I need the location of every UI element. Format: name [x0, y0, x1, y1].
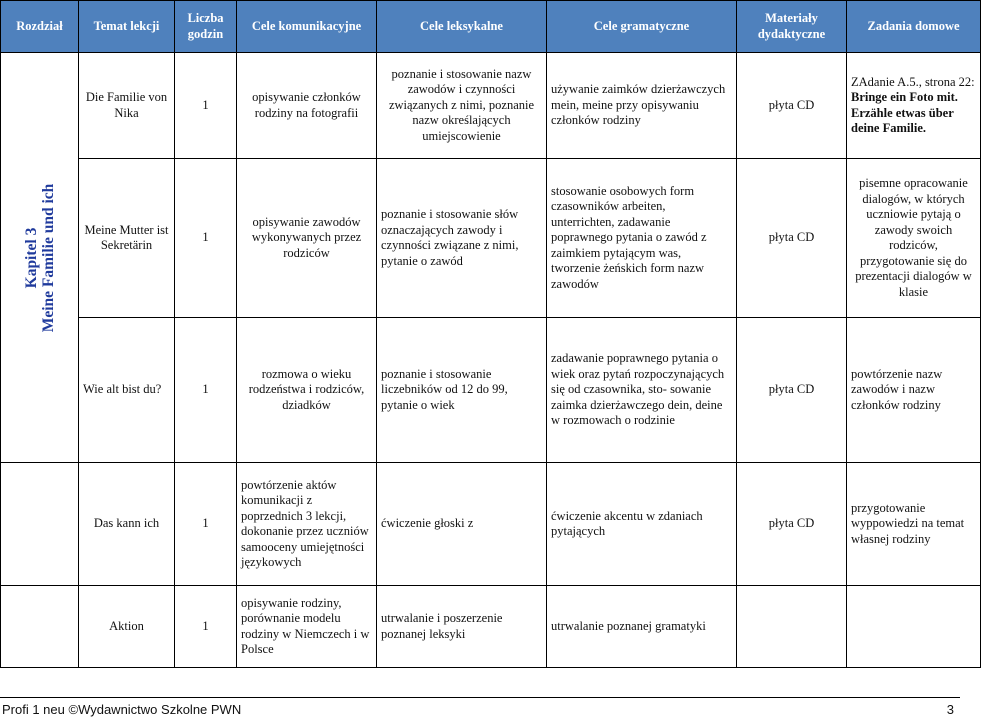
- communicative-cell: opisywanie zawodów wykonywanych przez rodziców: [237, 159, 377, 318]
- grammatical-cell: ćwiczenie akcentu w zdaniach pytających: [547, 463, 737, 586]
- hours-cell: 1: [175, 463, 237, 586]
- header-communicative: Cele komunikacyjne: [237, 1, 377, 53]
- table-row: [1, 586, 981, 668]
- communicative-cell: opisywanie członków rodziny na fotografii: [237, 53, 377, 159]
- materials-cell: płyta CD: [737, 463, 847, 586]
- header-grammatical: Cele gramatyczne: [547, 1, 737, 53]
- homework-cell: pisemne opracowanie dialogów, w których uczniowie pytają o zawody swoich rodziców, przygotowanie się do prezentacji dialogów w klasie: [847, 159, 981, 318]
- page-number: 3: [946, 702, 954, 717]
- grammatical-cell: zadawanie poprawnego pytania o wiek oraz pytań rozpoczynających się od czasownika, sto- sowanie zaimka dzierżawczego dein, deine w rozmowach o rodzinie: [547, 318, 737, 463]
- homework-task-text: Bringe ein Foto mit. Erzähle etwas über deine Familie.: [851, 90, 958, 135]
- chapter-number: Kapitel 3: [22, 227, 40, 288]
- topic-cell: Aktion: [79, 586, 175, 668]
- materials-cell: płyta CD: [737, 318, 847, 463]
- header-materials: Materiały dydaktyczne: [737, 1, 847, 53]
- lexical-cell: poznanie i stosowanie słów oznaczających zawody i czynności związane z nimi, pytanie o zawód: [377, 159, 547, 318]
- materials-cell: [737, 586, 847, 668]
- hours-cell: 1: [175, 586, 237, 668]
- table-row: [1, 318, 981, 463]
- table-row: [1, 53, 981, 159]
- grammatical-cell: używanie zaimków dzierżawczych mein, meine przy opisywaniu członków rodziny: [547, 53, 737, 159]
- chapter-title: Meine Familie und ich: [39, 183, 57, 332]
- header-lexical: Cele leksykalne: [377, 1, 547, 53]
- materials-cell: płyta CD: [737, 53, 847, 159]
- hours-cell: 1: [175, 318, 237, 463]
- header-row: [1, 1, 981, 53]
- topic-cell: Meine Mutter ist Sekretärin: [79, 159, 175, 318]
- topic-cell: Wie alt bist du?: [79, 318, 175, 463]
- chapter-cell-empty: [1, 586, 79, 668]
- table-row: [1, 463, 981, 586]
- homework-cell: [847, 586, 981, 668]
- chapter-label: [23, 183, 57, 332]
- hours-cell: 1: [175, 53, 237, 159]
- header-chapter: Rozdział: [1, 1, 79, 53]
- header-homework: Zadania domowe: [847, 1, 981, 53]
- homework-cell: [847, 53, 981, 159]
- lexical-cell: utrwalanie i poszerzenie poznanej leksyki: [377, 586, 547, 668]
- lexical-cell: poznanie i stosowanie liczebników od 12 do 99, pytanie o wiek: [377, 318, 547, 463]
- communicative-cell: powtórzenie aktów komunikacji z poprzednich 3 lekcji, dokonanie przez uczniów samooceny umiejętności językowych: [237, 463, 377, 586]
- footer-publisher: Profi 1 neu ©Wydawnictwo Szkolne PWN: [2, 702, 242, 717]
- communicative-cell: rozmowa o wieku rodzeństwa i rodziców, dziadków: [237, 318, 377, 463]
- lexical-cell: poznanie i stosowanie nazw zawodów i czynności związanych z nimi, poznanie nazw określających umiejscowienie: [377, 53, 547, 159]
- grammatical-cell: stosowanie osobowych form czasowników arbeiten, unterrichten, zadawanie poprawnego pytania o zawód z zaimkiem pytającym was, tworzenie żeńskich form nazw zawodów: [547, 159, 737, 318]
- topic-cell: Die Familie von Nika: [79, 53, 175, 159]
- page-footer: [0, 697, 960, 719]
- homework-task-ref: ZAdanie A.5., strona 22:: [851, 74, 975, 89]
- lexical-cell: ćwiczenie głoski z: [377, 463, 547, 586]
- chapter-cell-empty: [1, 463, 79, 586]
- homework-cell: przygotowanie wyppowiedzi na temat własnej rodziny: [847, 463, 981, 586]
- table-row: [1, 159, 981, 318]
- hours-cell: 1: [175, 159, 237, 318]
- header-topic: Temat lekcji: [79, 1, 175, 53]
- materials-cell: płyta CD: [737, 159, 847, 318]
- topic-cell: Das kann ich: [79, 463, 175, 586]
- grammatical-cell: utrwalanie poznanej gramatyki: [547, 586, 737, 668]
- homework-cell: powtórzenie nazw zawodów i nazw członków rodziny: [847, 318, 981, 463]
- header-hours: Liczba godzin: [175, 1, 237, 53]
- chapter-cell: [1, 53, 79, 463]
- communicative-cell: opisywanie rodziny, porównanie modelu rodziny w Niemczech i w Polsce: [237, 586, 377, 668]
